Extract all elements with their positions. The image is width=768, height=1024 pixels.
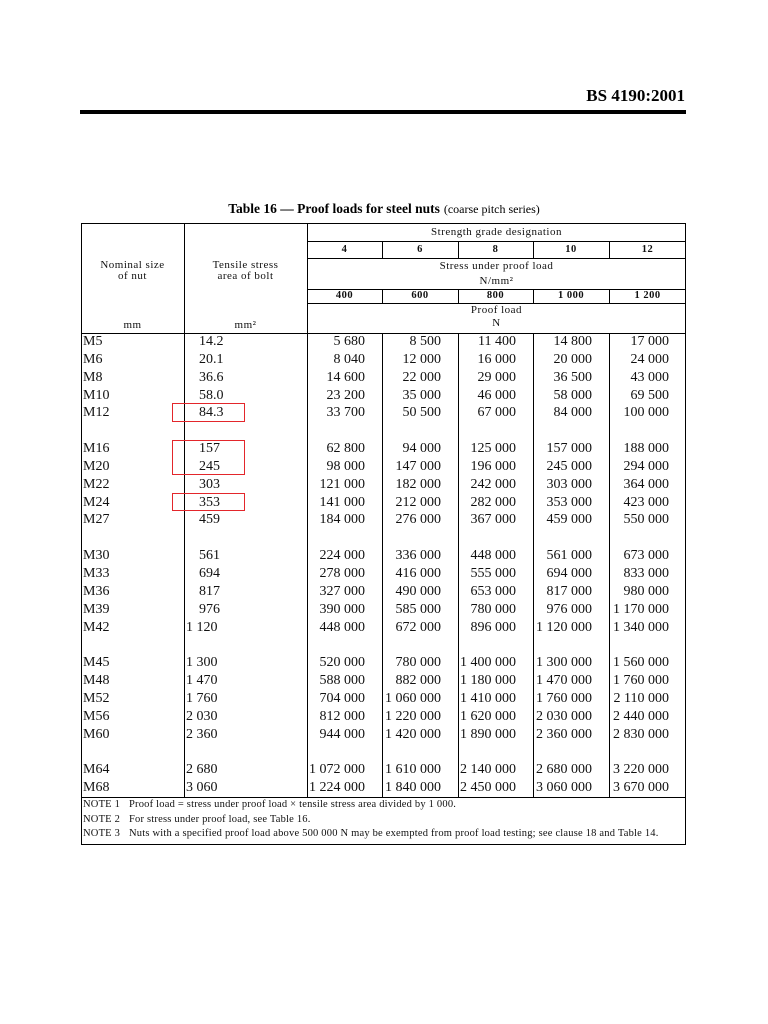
proof-load-grade-4-cell: 448 000	[319, 619, 365, 635]
nut-size-cell: M24	[83, 494, 110, 510]
stress-area-cell: 1 300	[186, 655, 218, 671]
nominal-size-heading: Nominal size	[100, 259, 165, 271]
proof-load-grade-8-cell: 282 000	[470, 494, 516, 510]
proof-load-grade-12-cell: 364 000	[623, 476, 669, 492]
stress-area-cell: 2 680	[186, 762, 218, 778]
stress-area-cell: 2 030	[186, 708, 218, 724]
nut-size-cell: M36	[83, 583, 110, 599]
proof-load-grade-8-cell: 16 000	[477, 351, 516, 367]
stress-area-cell: 1 120	[186, 619, 218, 635]
stress-value-header: 1 000	[557, 290, 585, 301]
nut-size-cell: M20	[83, 458, 110, 474]
proof-load-grade-4-cell: 588 000	[319, 673, 365, 689]
proof-load-grade-8-cell: 2 140 000	[460, 762, 516, 778]
proof-load-grade-12-cell: 1 340 000	[613, 619, 669, 635]
proof-load-grade-12-cell: 1 170 000	[613, 601, 669, 617]
nut-size-cell: M52	[83, 690, 110, 706]
stress-unit: N/mm²	[479, 275, 514, 287]
table-title-qualifier: (coarse pitch series)	[443, 202, 540, 216]
nut-size-cell: M39	[83, 601, 110, 617]
proof-load-grade-4-cell: 141 000	[319, 494, 365, 510]
proof-load-grade-8-cell: 1 410 000	[460, 690, 516, 706]
stress-area-heading: area of bolt	[217, 270, 274, 282]
note-text: For stress under proof load, see Table 16.	[129, 813, 311, 825]
stress-area-cell: 303	[199, 476, 220, 492]
note-label: NOTE 1	[83, 799, 121, 810]
proof-load-grade-6-cell: 336 000	[395, 548, 441, 564]
stress-value-header: 1 200	[634, 290, 661, 301]
proof-load-grade-8-cell: 11 400	[478, 334, 516, 349]
proof-load-grade-10-cell: 561 000	[546, 548, 592, 564]
nut-size-cell: M64	[83, 762, 110, 778]
proof-load-grade-12-cell: 673 000	[623, 548, 669, 564]
proof-load-grade-12-cell: 2 830 000	[613, 726, 669, 742]
table-title	[0, 200, 768, 218]
proof-load-grade-6-cell: 780 000	[395, 655, 441, 671]
proof-load-grade-8-cell: 780 000	[470, 601, 516, 617]
stress-area-heading: Tensile stress	[212, 259, 279, 271]
proof-load-grade-12-cell: 24 000	[630, 351, 669, 367]
proof-load-grade-6-cell: 182 000	[395, 476, 441, 492]
proof-load-grade-6-cell: 1 610 000	[385, 762, 441, 778]
proof-load-grade-4-cell: 704 000	[319, 690, 365, 706]
stress-area-cell: 694	[199, 566, 220, 581]
proof-load-grade-6-cell: 212 000	[395, 494, 441, 510]
stress-area-cell: 14.2	[199, 334, 224, 349]
table-row	[81, 511, 686, 529]
nut-size-cell: M10	[83, 387, 110, 403]
proof-load-grade-8-cell: 125 000	[470, 441, 516, 457]
proof-load-grade-6-cell: 1 220 000	[385, 708, 441, 724]
proof-load-grade-8-cell: 196 000	[470, 458, 516, 474]
proof-load-grade-10-cell: 14 800	[553, 334, 592, 349]
proof-load-grade-12-cell: 2 110 000	[613, 690, 669, 706]
grade-header: 10	[565, 244, 577, 255]
nut-size-cell: M12	[83, 405, 110, 421]
grade-header: 4	[341, 244, 348, 255]
proof-load-grade-4-cell: 121 000	[319, 476, 365, 492]
stress-area-cell: 58.0	[199, 387, 224, 403]
proof-load-grade-4-cell: 1 224 000	[309, 780, 365, 796]
proof-load-grade-10-cell: 1 120 000	[536, 619, 592, 635]
nut-size-cell: M5	[83, 334, 103, 349]
proof-load-grade-12-cell: 69 500	[630, 387, 669, 403]
proof-load-grade-10-cell: 1 470 000	[536, 673, 592, 689]
stress-area-cell: 245	[199, 458, 220, 474]
proof-load-grade-12-cell: 1 760 000	[613, 673, 669, 689]
stress-value-header: 800	[486, 290, 505, 301]
table-row	[81, 761, 686, 779]
highlight-box	[172, 403, 245, 422]
table-row	[81, 708, 686, 726]
proof-load-grade-4-cell: 390 000	[319, 601, 365, 617]
proof-load-grade-8-cell: 1 620 000	[460, 708, 516, 724]
proof-load-grade-12-cell: 294 000	[623, 458, 669, 474]
nut-size-cell: M16	[83, 441, 110, 457]
proof-load-grade-12-cell: 3 670 000	[613, 780, 669, 796]
proof-load-grade-6-cell: 882 000	[395, 673, 441, 689]
proof-load-grade-4-cell: 184 000	[319, 512, 365, 528]
proof-load-grade-4-cell: 520 000	[319, 655, 365, 671]
table-row	[81, 476, 686, 494]
stress-area-cell: 157	[199, 441, 220, 457]
proof-load-grade-12-cell: 423 000	[623, 494, 669, 510]
proof-load-grade-4-cell: 327 000	[319, 583, 365, 599]
grade-header: 6	[417, 244, 423, 255]
proof-load-grade-6-cell: 147 000	[395, 458, 441, 474]
proof-load-grade-4-cell: 62 800	[326, 441, 365, 457]
stress-area-cell: 561	[199, 548, 220, 564]
table-row	[81, 351, 686, 369]
proof-load-grade-10-cell: 58 000	[553, 387, 592, 403]
nut-size-cell: M60	[83, 726, 110, 742]
nut-size-cell: M68	[83, 780, 110, 796]
table-row	[81, 690, 686, 708]
proof-load-grade-6-cell: 585 000	[395, 601, 441, 617]
proof-load-grade-8-cell: 2 450 000	[460, 780, 516, 796]
proof-load-heading: Proof load	[470, 304, 523, 316]
table-row	[81, 672, 686, 690]
note-row	[83, 827, 683, 842]
table-row	[81, 583, 686, 601]
table-row	[81, 547, 686, 565]
table-title-main: Table 16 — Proof loads for steel nuts	[228, 201, 440, 216]
highlight-box	[172, 440, 245, 475]
note-text: Nuts with a specified proof load above 500 000 N may be exempted from proof load testing; see clause 18 and Table 14.	[129, 828, 659, 839]
proof-load-table	[81, 223, 686, 845]
proof-load-grade-6-cell: 416 000	[395, 566, 441, 581]
nut-size-cell: M48	[83, 673, 110, 689]
proof-load-grade-10-cell: 157 000	[546, 441, 592, 457]
proof-load-grade-8-cell: 67 000	[477, 405, 516, 421]
proof-load-grade-4-cell: 8 040	[333, 351, 365, 367]
stress-area-unit: mm²	[234, 319, 257, 331]
proof-load-grade-12-cell: 43 000	[630, 369, 669, 385]
document-id: BS 4190:2001	[586, 86, 685, 105]
nut-size-cell: M33	[83, 566, 110, 581]
proof-load-grade-8-cell: 448 000	[470, 548, 516, 564]
proof-load-grade-6-cell: 8 500	[409, 334, 441, 349]
proof-load-grade-6-cell: 50 500	[402, 405, 441, 421]
note-label: NOTE 3	[83, 828, 121, 839]
proof-load-grade-10-cell: 1 300 000	[536, 655, 592, 671]
proof-load-grade-8-cell: 1 180 000	[460, 673, 516, 689]
proof-load-grade-4-cell: 278 000	[319, 566, 365, 581]
proof-load-grade-10-cell: 2 030 000	[536, 708, 592, 724]
stress-area-cell: 976	[199, 601, 220, 617]
table-row	[81, 601, 686, 619]
proof-load-grade-12-cell: 833 000	[623, 566, 669, 581]
grade-header: 12	[641, 244, 654, 255]
stress-value-header: 400	[335, 290, 354, 301]
proof-load-grade-4-cell: 5 680	[333, 334, 365, 349]
proof-load-grade-10-cell: 245 000	[546, 458, 592, 474]
stress-area-cell: 84.3	[199, 405, 224, 421]
strength-grade-heading: Strength grade designation	[431, 226, 562, 238]
proof-load-grade-8-cell: 242 000	[470, 476, 516, 492]
table-row	[81, 387, 686, 405]
nominal-size-heading: of nut	[118, 270, 147, 282]
nut-size-cell: M8	[83, 369, 103, 385]
proof-load-grade-6-cell: 1 060 000	[385, 690, 441, 706]
proof-load-grade-8-cell: 1 890 000	[460, 726, 516, 742]
proof-load-grade-12-cell: 550 000	[623, 512, 669, 528]
nut-size-cell: M30	[83, 548, 110, 564]
proof-load-grade-8-cell: 896 000	[470, 619, 516, 635]
nut-size-cell: M27	[83, 512, 110, 528]
proof-load-grade-10-cell: 3 060 000	[536, 780, 592, 796]
proof-load-grade-10-cell: 694 000	[546, 566, 592, 581]
stress-area-cell: 353	[199, 494, 220, 510]
note-row	[83, 798, 683, 813]
proof-load-grade-6-cell: 94 000	[402, 441, 441, 457]
proof-load-unit: N	[492, 317, 501, 329]
proof-load-grade-6-cell: 22 000	[402, 369, 441, 385]
proof-load-grade-4-cell: 1 072 000	[309, 762, 365, 778]
proof-load-grade-8-cell: 555 000	[470, 566, 516, 581]
stress-value-header: 600	[411, 290, 429, 301]
proof-load-grade-8-cell: 367 000	[470, 512, 516, 528]
proof-load-grade-4-cell: 812 000	[319, 708, 365, 724]
stress-area-cell: 3 060	[186, 780, 218, 796]
note-text: Proof load = stress under proof load × tensile stress area divided by 1 000.	[129, 799, 457, 810]
grade-header: 8	[492, 244, 499, 255]
stress-area-cell: 1 760	[186, 690, 218, 706]
note-label: NOTE 2	[83, 813, 121, 825]
proof-load-grade-12-cell: 100 000	[623, 405, 669, 421]
table-row	[81, 565, 686, 583]
note-row	[83, 813, 683, 828]
proof-load-grade-12-cell: 980 000	[623, 583, 669, 599]
proof-load-grade-12-cell: 17 000	[630, 334, 669, 349]
table-row	[81, 369, 686, 387]
proof-load-grade-8-cell: 46 000	[477, 387, 516, 403]
table-row	[81, 779, 686, 797]
proof-load-grade-10-cell: 2 360 000	[536, 726, 592, 742]
nut-size-cell: M45	[83, 655, 110, 671]
nut-size-cell: M42	[83, 619, 110, 635]
stress-heading: Stress under proof load	[439, 260, 554, 272]
proof-load-grade-6-cell: 1 840 000	[385, 780, 441, 796]
table-row	[81, 333, 686, 351]
stress-area-cell: 36.6	[199, 369, 224, 385]
proof-load-grade-8-cell: 1 400 000	[460, 655, 516, 671]
table-row	[81, 654, 686, 672]
proof-load-grade-10-cell: 353 000	[546, 494, 592, 510]
highlight-box	[172, 493, 245, 511]
proof-load-grade-6-cell: 35 000	[402, 387, 441, 403]
proof-load-grade-6-cell: 672 000	[395, 619, 441, 635]
stress-area-cell: 817	[199, 583, 220, 599]
proof-load-grade-4-cell: 944 000	[319, 726, 365, 742]
nut-size-cell: M56	[83, 708, 110, 724]
proof-load-grade-10-cell: 84 000	[553, 405, 592, 421]
proof-load-grade-4-cell: 98 000	[326, 458, 365, 474]
proof-load-grade-12-cell: 188 000	[623, 441, 669, 457]
table-row	[81, 619, 686, 637]
proof-load-grade-10-cell: 459 000	[546, 512, 592, 528]
table-notes	[83, 798, 683, 842]
nominal-size-unit: mm	[123, 319, 142, 331]
proof-load-grade-10-cell: 303 000	[546, 476, 592, 492]
proof-load-grade-6-cell: 490 000	[395, 583, 441, 599]
proof-load-grade-6-cell: 276 000	[395, 512, 441, 528]
proof-load-grade-4-cell: 224 000	[319, 548, 365, 564]
proof-load-grade-10-cell: 817 000	[546, 583, 592, 599]
proof-load-grade-10-cell: 36 500	[553, 369, 592, 385]
proof-load-grade-10-cell: 976 000	[546, 601, 592, 617]
proof-load-grade-4-cell: 23 200	[326, 387, 365, 403]
proof-load-grade-12-cell: 3 220 000	[613, 762, 669, 778]
stress-area-cell: 20.1	[199, 351, 224, 367]
proof-load-grade-6-cell: 12 000	[402, 351, 441, 367]
stress-area-cell: 2 360	[186, 726, 218, 742]
proof-load-grade-10-cell: 20 000	[553, 351, 592, 367]
nut-size-cell: M6	[83, 351, 103, 367]
stress-area-cell: 459	[199, 512, 220, 528]
proof-load-grade-10-cell: 2 680 000	[536, 762, 592, 778]
proof-load-grade-4-cell: 33 700	[326, 405, 365, 421]
stress-area-cell: 1 470	[186, 673, 218, 689]
proof-load-grade-4-cell: 14 600	[326, 369, 365, 385]
proof-load-grade-8-cell: 653 000	[470, 583, 516, 599]
table-row	[81, 726, 686, 744]
header-rule	[80, 110, 686, 114]
proof-load-grade-6-cell: 1 420 000	[385, 726, 441, 742]
proof-load-grade-10-cell: 1 760 000	[536, 690, 592, 706]
proof-load-grade-8-cell: 29 000	[477, 369, 516, 385]
proof-load-grade-12-cell: 2 440 000	[613, 708, 669, 724]
proof-load-grade-12-cell: 1 560 000	[613, 655, 669, 671]
nut-size-cell: M22	[83, 476, 110, 492]
